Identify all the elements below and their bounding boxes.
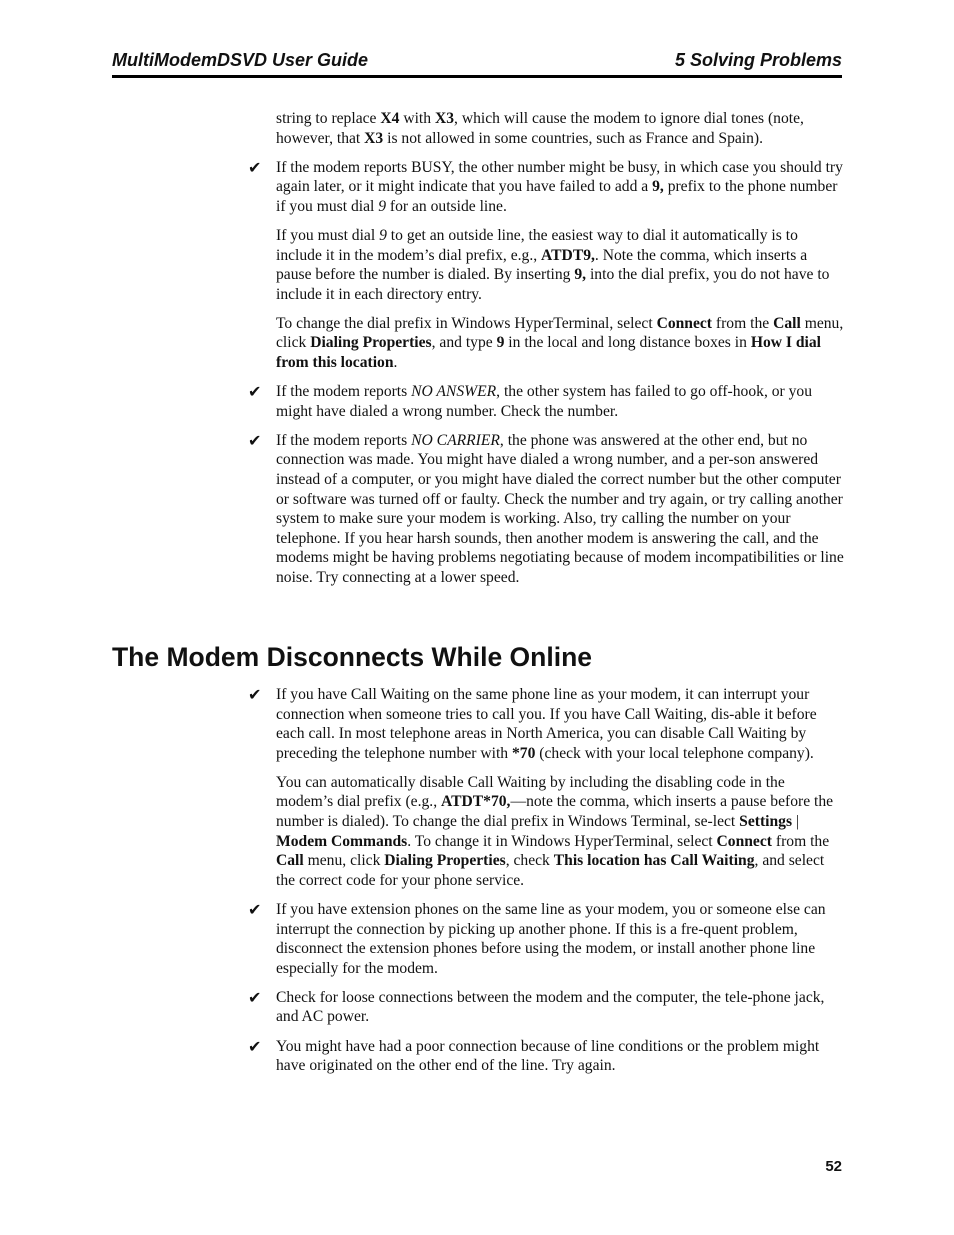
text-run: menu, click [276,314,844,352]
text-run: in the local and long distance boxes in [504,334,751,352]
bold-run: Modem Commands [276,832,408,850]
text-run: You can automatically disable Call Waiting by including the disabling code in the modem’s dial prefix (e.g., [276,773,785,811]
page-header [112,49,842,78]
text-run: prefix to the phone number if you must dial [276,178,838,215]
bold-run: 9, [652,178,664,196]
section-1-body [248,109,844,597]
bold-run: 9, [574,266,587,284]
bullet-text [276,1038,819,1075]
text-run: Check for loose connections between the modem and the computer, the tele-phone jack, and AC power. [276,988,825,1026]
text-run: , the other system has failed to go off-hook, or you might have dialed a wrong number. Check the number. [276,383,813,420]
bullet-item [248,430,844,588]
bullet-text [276,383,812,420]
text-run: string to replace [276,110,381,127]
text-run: If you must dial [276,226,380,244]
text-run: to get an outside line, the easiest way to dial it automatically is to include it in the modem’s dial prefix, e.g., [276,226,798,264]
page-number: 52 [825,1158,842,1175]
text-run: If the modem reports [276,431,412,449]
text-run: , the phone was answered at the other end, but no connection was made. You might have dialed a wrong number, and a per-son answered instead of a computer, or you might have dialed the correct number but the other computer or software was turned off or faulty. Check the number and try again, or try calling another system to make sure your modem is working. Also, try calling the number on your telephone. If you hear harsh sounds, then another modem is answering the call, and the modems might be having problems negotiating because of modem incompatibilities or line noise. Try connecting at a lower speed. [276,431,844,586]
bold-run: Call [773,314,801,332]
text-run: into the dial prefix, you do not have to include it in each directory entry. [276,266,830,303]
bold-run: Settings [739,813,793,831]
italic-run: 9 [378,197,387,215]
bold-run: Connect [656,314,713,332]
header-title: MultiModemDSVD User Guide [112,50,369,70]
bold-run: Call [276,852,304,870]
check-icon: ✔ [248,157,262,177]
header-chapter: 5 Solving Problems [674,50,842,70]
text-run: , which will cause the modem to ignore dial tones (note, however, that [276,110,804,147]
text-run: , check [505,852,554,870]
bullet-text [276,686,817,762]
bold-run: X4 [380,110,400,127]
bullet-item [248,899,844,978]
italic-run: NO CARRIER [411,431,500,449]
section-heading: The Modem Disconnects While Online [112,642,593,672]
text-run: . [393,354,398,372]
text-run: from the [712,314,774,332]
bullet-text [276,989,824,1026]
text-run: You might have had a poor connection because of line conditions or the problem might have originated on the other end of the line. Try again. [276,1037,820,1075]
check-icon: ✔ [248,899,262,919]
check-icon: ✔ [248,382,262,402]
bold-run: *70 [512,744,536,762]
bold-run: ATDT*70, [441,793,511,811]
check-icon: ✔ [248,430,262,450]
bold-run: Dialing Properties [310,334,432,352]
text-run: for an outside line. [386,197,507,215]
text-run: If the modem reports BUSY, the other number might be busy, in which case you should try again later, or it might indicate that you have failed to add a [276,158,843,196]
text-run: from the [771,832,830,850]
bold-run: 9 [496,334,505,352]
text-run: is not allowed in some countries, such as France and Spain). [383,129,764,147]
bullet-item [248,1036,844,1076]
paragraph [276,109,844,148]
paragraph [276,314,844,373]
text-run: , and type [431,334,497,352]
bullet-item [248,157,844,217]
text-run: (check with your local telephone company). [535,744,814,762]
text-run: . To change it in Windows HyperTerminal, select [407,832,717,850]
check-icon: ✔ [248,987,262,1007]
bullet-text [276,432,844,586]
italic-run: 9 [379,226,387,244]
text-run: , and select the correct code for your phone service. [276,852,825,889]
bold-run: X3 [434,110,455,127]
italic-run: NO ANSWER [411,383,497,401]
text-run: with [399,110,435,127]
bold-run: ATDT9, [541,246,595,264]
bold-run: This location has Call Waiting [553,852,755,870]
text-run: To change the dial prefix in Windows HyperTerminal, select [276,314,657,332]
check-icon: ✔ [248,685,262,704]
bold-run: How I dial from this location [276,334,821,372]
bullet-item [248,685,844,763]
bold-run: X3 [364,129,384,147]
bullet-text [276,901,826,977]
text-run: If you have extension phones on the same line as your modem, you or someone else can interrupt the connection by picking up another phone. If this is a fre-quent problem, disconnect the extension phones before using the modem, or install another phone line especially for the modem. [276,900,826,977]
text-run: | [792,813,800,831]
text-run: If you have Call Waiting on the same phone line as your modem, it can interrupt your connection when someone tries to call you. If you have Call Waiting, dis-able it before each call. In most telephone areas in North America, you can disable Call Waiting by preceding the telephone number with [276,686,817,762]
paragraph [276,226,844,304]
bullet-item [248,987,844,1027]
text-run: menu, click [303,852,385,870]
text-run: —note the comma, which inserts a pause before the number is dialed). To change the dial prefix in Windows Terminal, se-lect [276,793,834,831]
text-run: . Note the comma, which inserts a pause before the number is dialed. By inserting [276,246,808,284]
section-2-body [248,685,844,1085]
bold-run: Dialing Properties [384,852,506,870]
bold-run: Connect [716,832,772,850]
check-icon: ✔ [248,1036,262,1056]
paragraph [276,773,844,891]
text-run: If the modem reports [276,383,412,401]
bullet-item [248,382,844,421]
bullet-text [276,159,843,215]
